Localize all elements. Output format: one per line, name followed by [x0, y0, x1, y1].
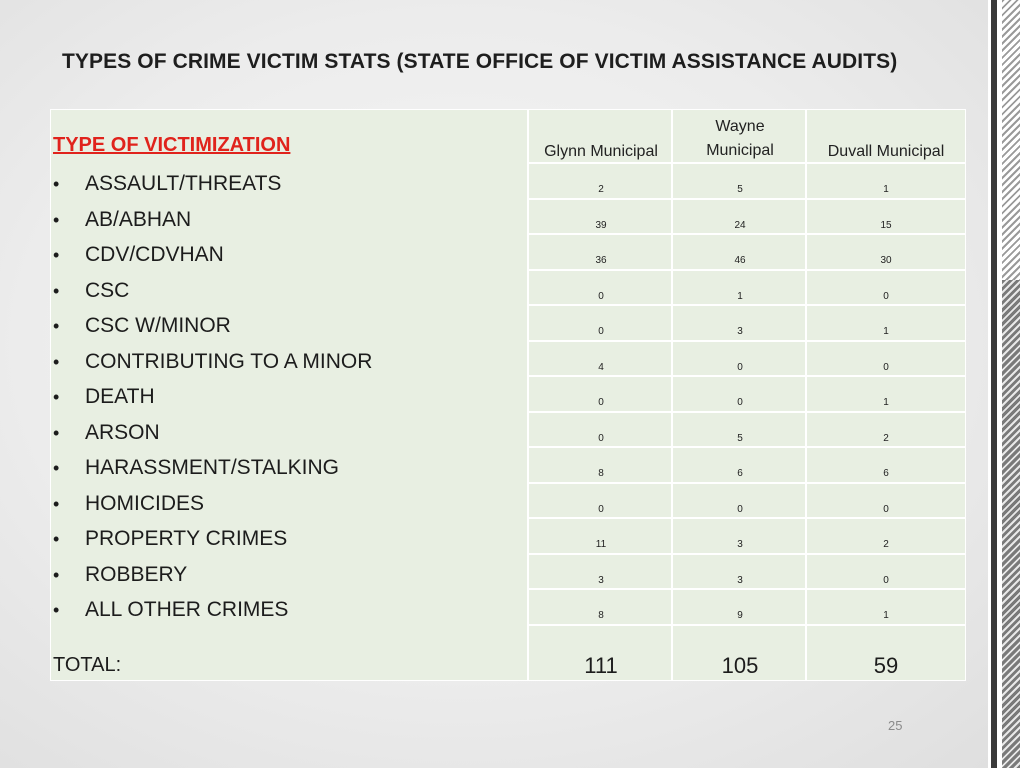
- cell-wayne: 0: [737, 361, 743, 373]
- cell-duvall: 0: [883, 290, 889, 302]
- cell-glynn: 11: [595, 539, 607, 550]
- cell-wayne: 0: [737, 397, 743, 408]
- cell-glynn: 36: [595, 255, 607, 266]
- row-divider: [529, 624, 965, 626]
- border-bar-dark: [991, 0, 997, 768]
- column-header-wayne-line: Wayne: [715, 118, 765, 135]
- victimization-type-item: [53, 525, 372, 561]
- bullet-icon: •: [53, 245, 60, 265]
- row-divider: [529, 233, 965, 235]
- bullet-icon: •: [53, 422, 60, 443]
- cell-glynn: 4: [598, 361, 604, 373]
- border-bar-hatch-dense: [1002, 280, 1020, 768]
- victimization-type-item: [53, 277, 372, 313]
- row-divider: [529, 517, 965, 519]
- total-wayne: 105: [721, 653, 759, 678]
- bullet-icon: •: [53, 493, 60, 514]
- bullet-icon: •: [53, 458, 60, 478]
- victimization-type-item: [53, 454, 372, 490]
- cell-glynn: 0: [598, 397, 604, 408]
- bullet-icon: •: [53, 316, 60, 336]
- bullet-icon: •: [53, 387, 60, 407]
- cell-glynn: 0: [598, 326, 604, 337]
- row-divider: [529, 411, 965, 413]
- cell-duvall: 6: [883, 468, 889, 479]
- decorative-border: [988, 0, 1024, 768]
- cell-duvall: 15: [880, 219, 892, 231]
- victimization-type-item: [53, 348, 372, 384]
- cell-glynn: 8: [598, 468, 604, 479]
- victimization-type-label: PROPERTY CRIMES: [85, 527, 288, 550]
- cell-glynn: 8: [598, 610, 604, 621]
- cell-glynn: 39: [595, 219, 607, 231]
- column-divider: [805, 110, 807, 680]
- cell-duvall: 2: [883, 539, 889, 550]
- cell-duvall: 0: [883, 503, 889, 515]
- victimization-type-label: CDV/CDVHAN: [85, 243, 224, 266]
- cell-glynn: 2: [598, 184, 604, 195]
- cell-glynn: 0: [598, 290, 604, 302]
- cell-wayne: 0: [737, 503, 743, 515]
- bullet-icon: •: [53, 280, 60, 301]
- page-number: 25: [888, 718, 903, 733]
- cell-wayne: 9: [737, 610, 743, 621]
- row-divider: [529, 340, 965, 342]
- victimization-type-label: ROBBERY: [85, 562, 188, 586]
- row-divider: [529, 588, 965, 590]
- victimization-type-item: [53, 596, 372, 632]
- victimization-type-item: [53, 241, 372, 277]
- row-divider: [529, 304, 965, 306]
- cell-wayne: 3: [737, 326, 743, 337]
- row-divider: [529, 269, 965, 271]
- cell-wayne: 3: [737, 539, 743, 550]
- victimization-type-label: HOMICIDES: [85, 491, 205, 515]
- victimization-type-label: CSC W/MINOR: [85, 314, 231, 337]
- bullet-icon: •: [53, 564, 60, 585]
- victimization-type-label: AB/ABHAN: [85, 207, 192, 231]
- victimization-type-item: [53, 490, 372, 526]
- victimization-type-label: DEATH: [85, 385, 155, 408]
- cell-wayne: 5: [737, 432, 743, 444]
- cell-wayne: 24: [734, 219, 746, 231]
- column-header-glynn: Glynn Municipal: [544, 143, 658, 160]
- victimization-type-label: ALL OTHER CRIMES: [85, 598, 289, 621]
- cell-duvall: 1: [883, 397, 889, 408]
- column-header-duvall: Duvall Municipal: [827, 143, 945, 160]
- column-header-wayne: [673, 115, 807, 163]
- cell-duvall: 30: [880, 255, 892, 266]
- victimization-type-item: [53, 170, 372, 206]
- victimization-type-label: CONTRIBUTING TO A MINOR: [85, 349, 373, 373]
- row-divider: [529, 162, 965, 164]
- victimization-type-item: [53, 561, 372, 597]
- victimization-type-item: [53, 419, 372, 455]
- row-divider: [529, 446, 965, 448]
- cell-duvall: 1: [883, 610, 889, 621]
- victimization-type-label: ASSAULT/THREATS: [85, 172, 282, 195]
- victimization-type-label: HARASSMENT/STALKING: [85, 456, 339, 479]
- bullet-icon: •: [53, 174, 60, 194]
- total-glynn: 111: [584, 653, 618, 678]
- cell-wayne: 46: [734, 255, 746, 266]
- column-divider: [671, 110, 673, 680]
- victimization-type-label: ARSON: [85, 420, 160, 444]
- cell-glynn: 0: [598, 432, 604, 444]
- cell-wayne: 6: [737, 468, 743, 479]
- cell-duvall: 0: [883, 361, 889, 373]
- slide-title: TYPES OF CRIME VICTIM STATS (STATE OFFICE OF VICTIM ASSISTANCE AUDITS): [62, 50, 898, 73]
- victimization-type-item: [53, 312, 372, 348]
- row-divider: [529, 198, 965, 200]
- cell-duvall: 0: [883, 574, 889, 586]
- bullet-icon: •: [53, 351, 60, 372]
- cell-duvall: 1: [883, 326, 889, 337]
- victimization-type-item: [53, 383, 372, 419]
- total-duvall: 59: [873, 653, 899, 678]
- bullet-icon: •: [53, 209, 60, 230]
- victimization-type-list: [53, 170, 372, 632]
- cell-wayne: 3: [737, 574, 743, 586]
- row-divider: [529, 553, 965, 555]
- type-of-victimization-heading: TYPE OF VICTIMIZATION: [53, 134, 291, 156]
- row-divider: [529, 375, 965, 377]
- cell-wayne: 1: [737, 290, 743, 302]
- victim-stats-table: [50, 109, 966, 681]
- victimization-type-item: [53, 206, 372, 242]
- bullet-icon: •: [53, 600, 60, 620]
- cell-duvall: 1: [883, 184, 889, 195]
- row-divider: [529, 482, 965, 484]
- cell-duvall: 2: [883, 432, 889, 444]
- cell-wayne: 5: [737, 184, 743, 195]
- column-header-wayne-line: Municipal: [706, 142, 774, 159]
- cell-glynn: 0: [598, 503, 604, 515]
- victimization-type-label: CSC: [85, 278, 130, 302]
- cell-glynn: 3: [598, 574, 604, 586]
- column-divider: [527, 110, 529, 680]
- bullet-icon: •: [53, 529, 60, 549]
- total-label: TOTAL:: [53, 654, 122, 676]
